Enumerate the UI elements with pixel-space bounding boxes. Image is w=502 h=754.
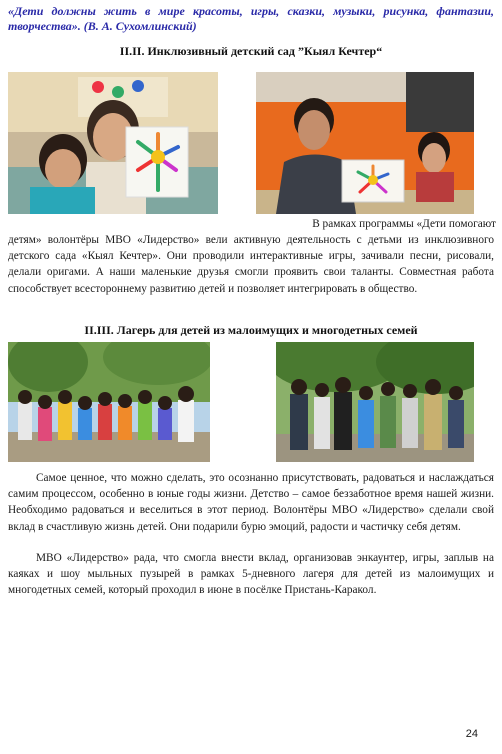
photo-camp-children-group	[8, 342, 210, 462]
paragraph-camp-1: Самое ценное, что можно сделать, это осознанно присутствовать, радоваться и наслаждаться самим процессом, особенно в юные годы жизни. Детство – самое беззаботное время нашей жизни. Необходимо радоваться и веселиться в этот период. Волонтёры МВО «Лидерство» сделали свой вклад в счастливую жизнь детей. Они подарили бурю эмоций, радости и частичку себя детям.	[8, 472, 494, 533]
paragraph-kindergarten: детям» волонтёры МВО «Лидерство» вели активную деятельность с детьми из инклюзивного детского сада «Кыял Кечтер». Они проводили интерактивные игры, зачивали песни, рисовали, делали оригами. А наши маленькие друзья смогли проявить свои таланты. Совместная работа способствует всестороннему развитию детей и позволяет интегрировать в общество.	[8, 234, 494, 295]
paragraph-camp-2: МВО «Лидерство» рада, что смогла внести вклад, организовав энкаунтер, игры, заплыв на каяках и шоу мыльных пузырей в рамках 5-дневного лагеря для детей из малоимущих и многодетных семей, который проходил в июне в посёлке Пристань-Каракол.	[8, 552, 494, 597]
photo-camp-volunteers-group-image	[276, 342, 474, 462]
photo-volunteer-with-girl	[256, 72, 474, 214]
page-number: 24	[465, 728, 478, 740]
photo-kindergarten-girls	[8, 72, 218, 214]
epigraph-quote: «Дети должны жить в мире красоты, игры, сказки, музыки, рисунка, фантазии, творчества». (В. А. Сухомлинский)	[8, 4, 494, 33]
paragraph-kindergarten-intro: В рамках программы «Дети помогают	[312, 218, 496, 230]
photo-kindergarten-girls-image	[8, 72, 218, 214]
photo-volunteer-with-girl-image	[256, 72, 474, 214]
photo-camp-volunteers-group	[276, 342, 474, 462]
section-heading-camp: II.III. Лагерь для детей из малоимущих и многодетных семей	[84, 323, 418, 337]
photo-camp-children-group-image	[8, 342, 210, 462]
section-heading-kindergarten: II.II. Инклюзивный детский сад ”Кыял Кечтер“	[119, 44, 383, 58]
